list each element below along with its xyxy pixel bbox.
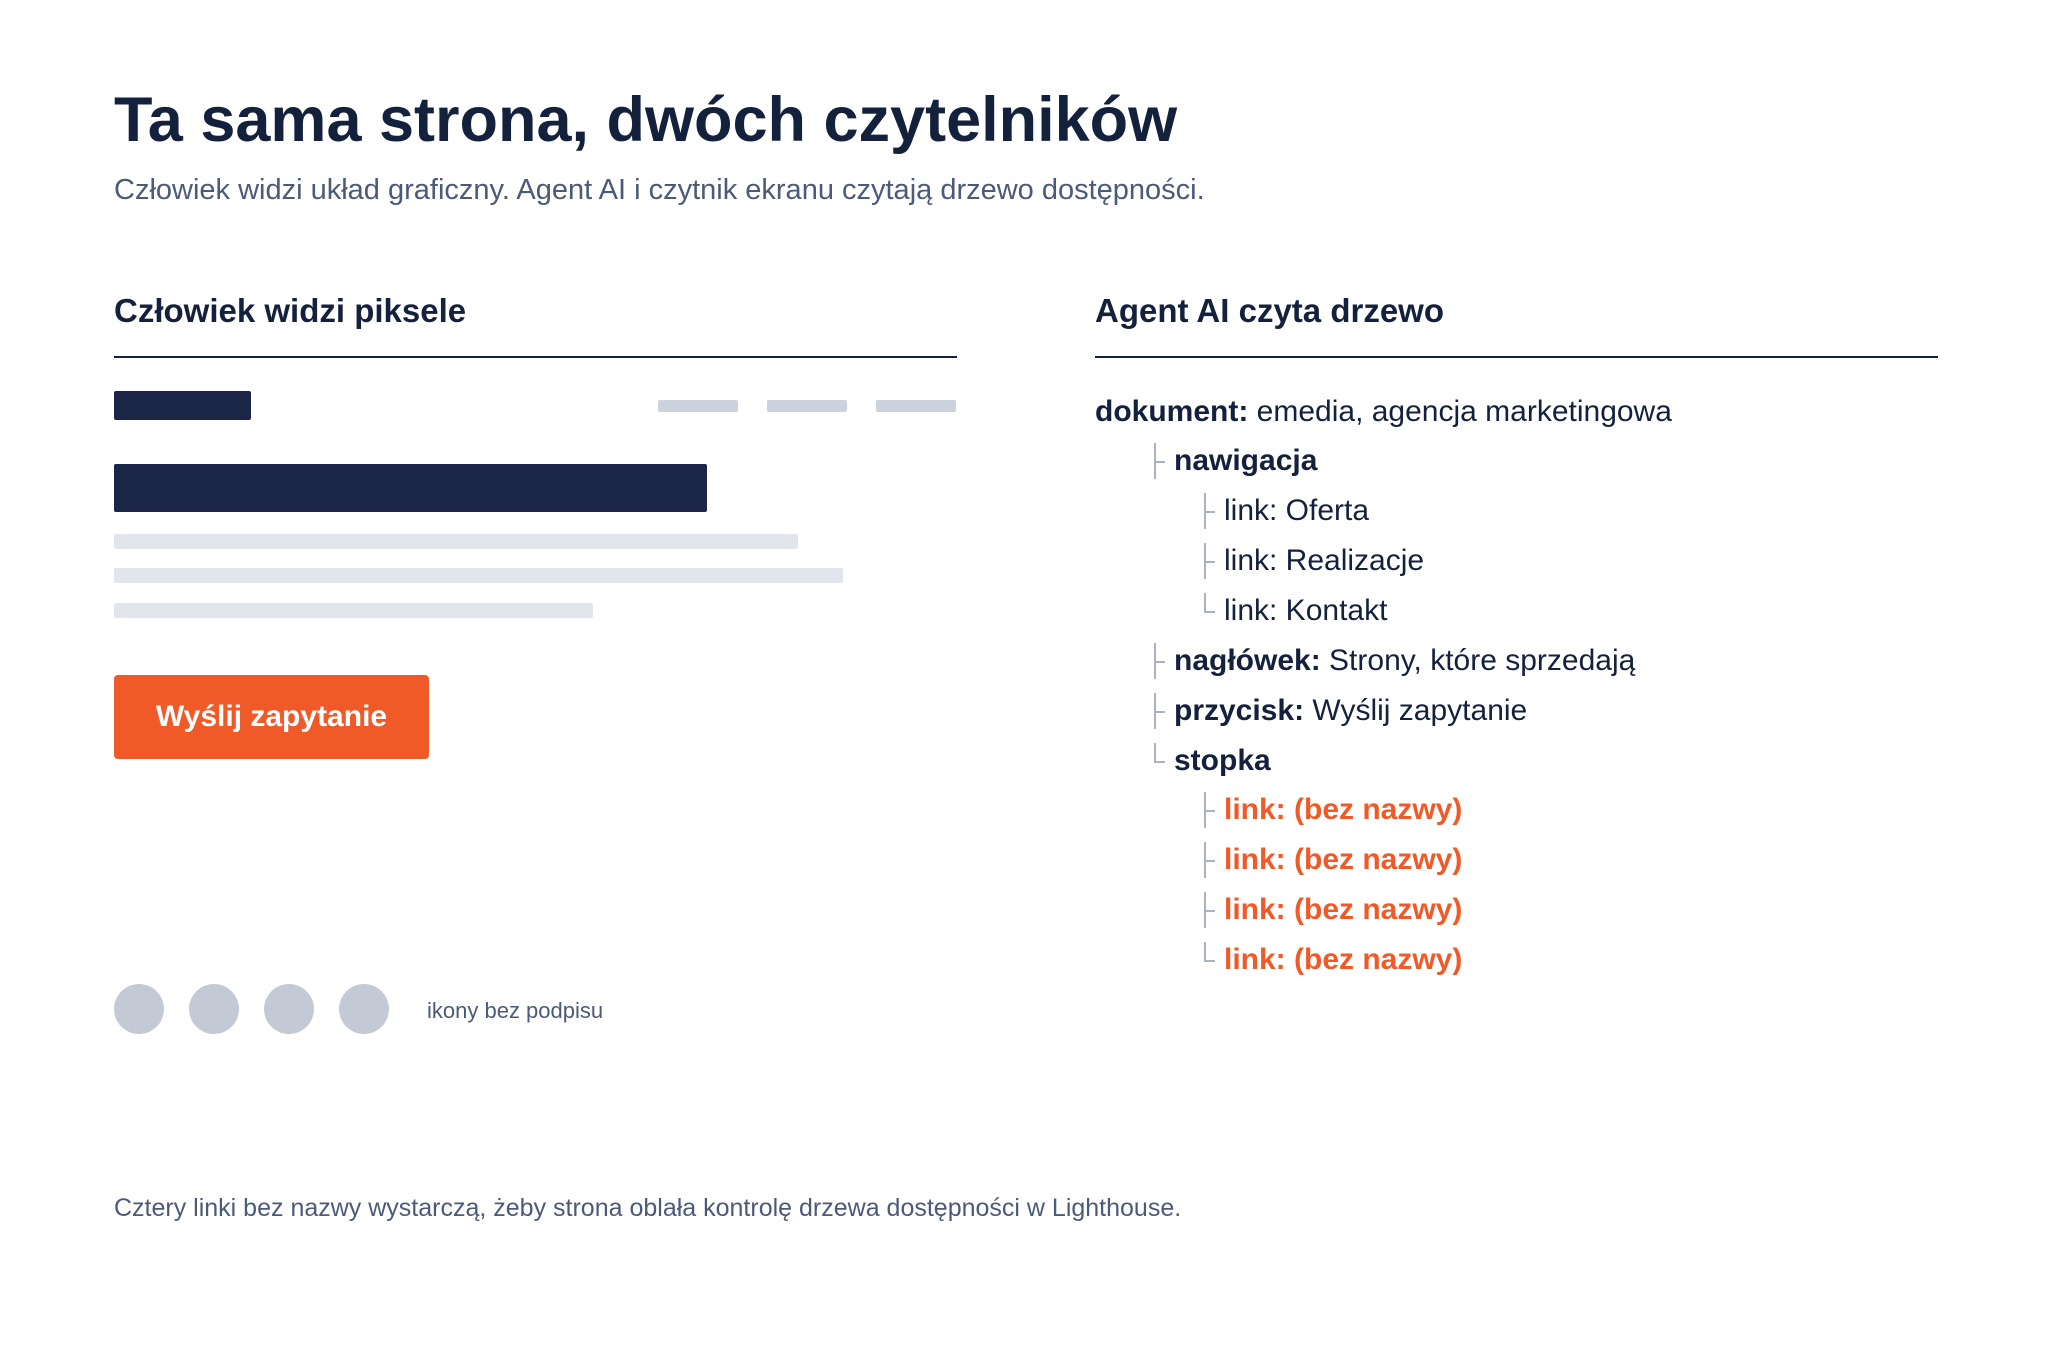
tree-branch-connector — [1204, 842, 1215, 878]
tree-node-value: Strony, które sprzedają — [1329, 644, 1636, 677]
tree-node-value: link: Oferta — [1224, 494, 1370, 527]
tree-node-value: link: Realizacje — [1224, 544, 1425, 577]
social-icon[interactable] — [264, 984, 314, 1034]
tree-node-key: link: (bez nazwy) — [1224, 843, 1463, 876]
left-panel-rule — [114, 356, 957, 358]
tree-node-footer — [1174, 743, 1271, 779]
social-icon[interactable] — [114, 984, 164, 1034]
social-icon[interactable] — [189, 984, 239, 1034]
tree-branch-connector — [1204, 792, 1215, 828]
left-panel-heading: Człowiek widzi piksele — [114, 292, 467, 329]
send-inquiry-button[interactable]: Wyślij zapytanie — [114, 675, 429, 759]
tree-node-unnamed-link — [1224, 792, 1462, 828]
footnote: Cztery linki bez nazwy wystarczą, żeby strona oblała kontrolę drzewa dostępności w Lighthouse. — [114, 1194, 1182, 1222]
mockup-text-line-placeholder — [114, 534, 798, 549]
tree-node-key: link: (bez nazwy) — [1224, 793, 1463, 826]
tree-node-link — [1224, 543, 1424, 579]
mockup-text-line-placeholder — [114, 603, 593, 618]
tree-branch-connector — [1204, 892, 1215, 928]
social-icon[interactable] — [339, 984, 389, 1034]
tree-branch-connector — [1154, 693, 1165, 729]
tree-node-key: link: (bez nazwy) — [1224, 943, 1463, 976]
tree-node-key: nagłówek: — [1174, 644, 1321, 677]
tree-node-navigation — [1174, 443, 1317, 479]
tree-branch-connector — [1154, 443, 1165, 479]
tree-node-unnamed-link — [1224, 842, 1462, 878]
right-panel-heading: Agent AI czyta drzewo — [1095, 292, 1444, 329]
page-subtitle: Człowiek widzi układ graficzny. Agent AI i czytnik ekranu czytają drzewo dostępności. — [114, 174, 1205, 206]
page-title: Ta sama strona, dwóch czytelników — [114, 85, 1178, 155]
tree-node-key: stopka — [1174, 744, 1271, 777]
right-panel-rule — [1095, 356, 1938, 358]
tree-node-unnamed-link — [1224, 942, 1462, 978]
tree-node-key: nawigacja — [1174, 444, 1318, 477]
mockup-nav-item-placeholder — [658, 400, 738, 412]
tree-node-value: link: Kontakt — [1224, 594, 1388, 627]
tree-branch-connector — [1154, 643, 1165, 679]
tree-node-document — [1095, 394, 1672, 430]
tree-branch-connector — [1154, 743, 1165, 763]
tree-branch-connector — [1204, 593, 1215, 613]
mockup-headline-placeholder — [114, 464, 707, 512]
tree-node-link — [1224, 493, 1369, 529]
mockup-nav-item-placeholder — [767, 400, 847, 412]
tree-node-value: Wyślij zapytanie — [1312, 694, 1528, 727]
tree-branch-connector — [1204, 543, 1215, 579]
tree-node-key: dokument: — [1095, 395, 1249, 428]
tree-node-heading — [1174, 643, 1635, 679]
tree-node-key: przycisk: — [1174, 694, 1305, 727]
tree-node-unnamed-link — [1224, 892, 1462, 928]
tree-branch-connector — [1204, 942, 1215, 962]
icons-caption: ikony bez podpisu — [427, 998, 604, 1023]
tree-node-key: link: (bez nazwy) — [1224, 893, 1463, 926]
tree-branch-connector — [1204, 493, 1215, 529]
tree-node-link — [1224, 593, 1387, 629]
mockup-logo-placeholder — [114, 391, 251, 420]
mockup-nav-item-placeholder — [876, 400, 956, 412]
mockup-text-line-placeholder — [114, 568, 843, 583]
tree-node-button — [1174, 693, 1527, 729]
tree-node-value: emedia, agencja marketingowa — [1256, 395, 1672, 428]
